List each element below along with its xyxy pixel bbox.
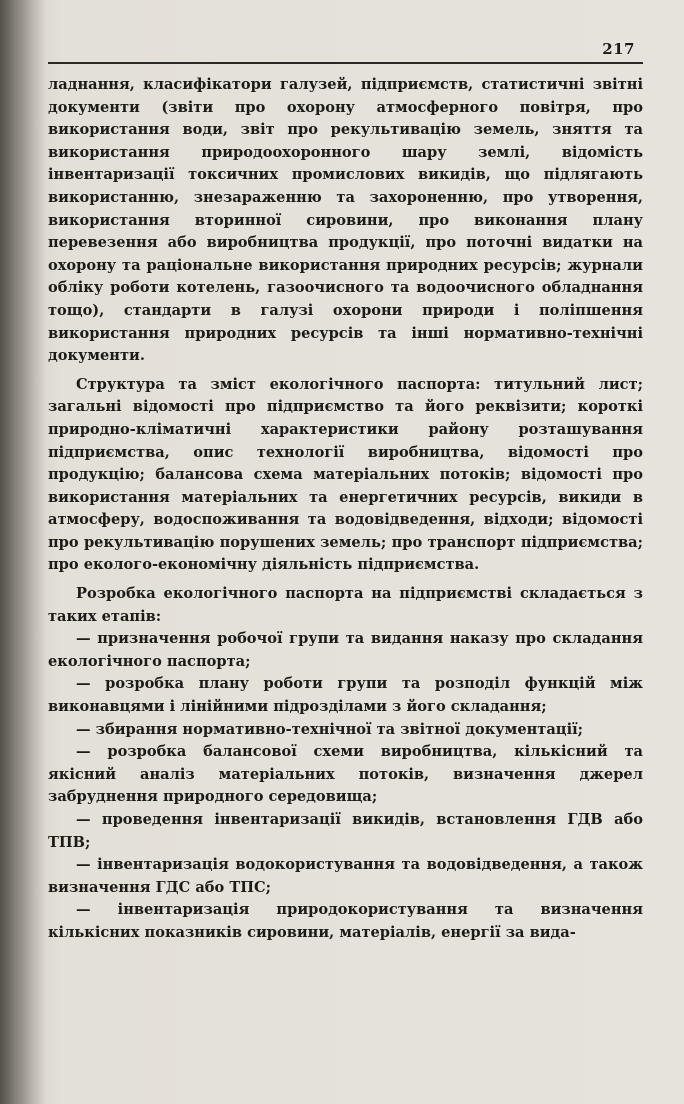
header-rule: [48, 62, 643, 64]
list-item: — розробка балансової схеми виробництва, кількісний та якісний аналіз матеріальних потоків, визначення джерел забруднення природного середовища;: [48, 743, 643, 806]
list-item: — збирання нормативно-технічної та звітної документації;: [76, 720, 584, 738]
page-number: 217: [602, 40, 635, 58]
paragraph-passport-structure: Структура та зміст екологічного паспорта: титульний лист; загальні відомості про підприємство та його реквізити; короткі природно-кліматичні характеристики району розташування підприємства, опис технології виробництва, відомості про продукцію; балансова схема матеріальних потоків; відомості про використання матеріальних та енергетичних ресурсів, викиди в атмосферу, водоспоживання та водовідведення, відходи; відомості про рекультивацію порушених земель; про транспорт підприємства; про еколого-економічну діяльність підприємства.: [48, 375, 643, 574]
book-page: [48, 36, 643, 1086]
list-item: — розробка плану роботи групи та розподіл функцій між виконавцями і лінійними підрозділами з його складання;: [48, 675, 643, 716]
scan-binding-shadow: [0, 0, 46, 1104]
page-body: [48, 74, 643, 945]
list-item: — інвентаризація природокористування та визначення кількісних показників сировини, матеріалів, енергії за вида-: [48, 901, 643, 941]
paragraph-continuation: ладнання, класифікатори галузей, підприємств, статистичні звітні документи (звіти про охорону атмосферного повітря, про використання води, звіт про рекультивацію земель, зняття та використання природоохоронного шару землі, відомість інвентаризації токсичних промислових викидів, що підлягають використанню, знезараженню та захороненню, про утворення, використання вторинної сировини, про виконання плану перевезення або виробництва продукції, про поточні видатки на охорону та раціональне використання природних ресурсів; журнали обліку роботи котелень, газоочисного та водоочисного обладнання тощо), стандарти в галузі охорони природи і поліпшення використання природних ресурсів та інші нормативно-технічні документи.: [48, 76, 643, 365]
list-item: — інвентаризація водокористування та водовідведення, а також визначення ГДС або ТПС;: [48, 856, 643, 896]
stages-list: [48, 628, 643, 944]
list-item: — призначення робочої групи та видання наказу про складання екологічного паспорта;: [48, 630, 643, 670]
paragraph-development-stages: Розробка екологічного паспорта на підприємстві складається з таких етапів:: [48, 585, 643, 625]
list-item: — проведення інвентаризації викидів, встановлення ГДВ або ТПВ;: [48, 811, 643, 851]
